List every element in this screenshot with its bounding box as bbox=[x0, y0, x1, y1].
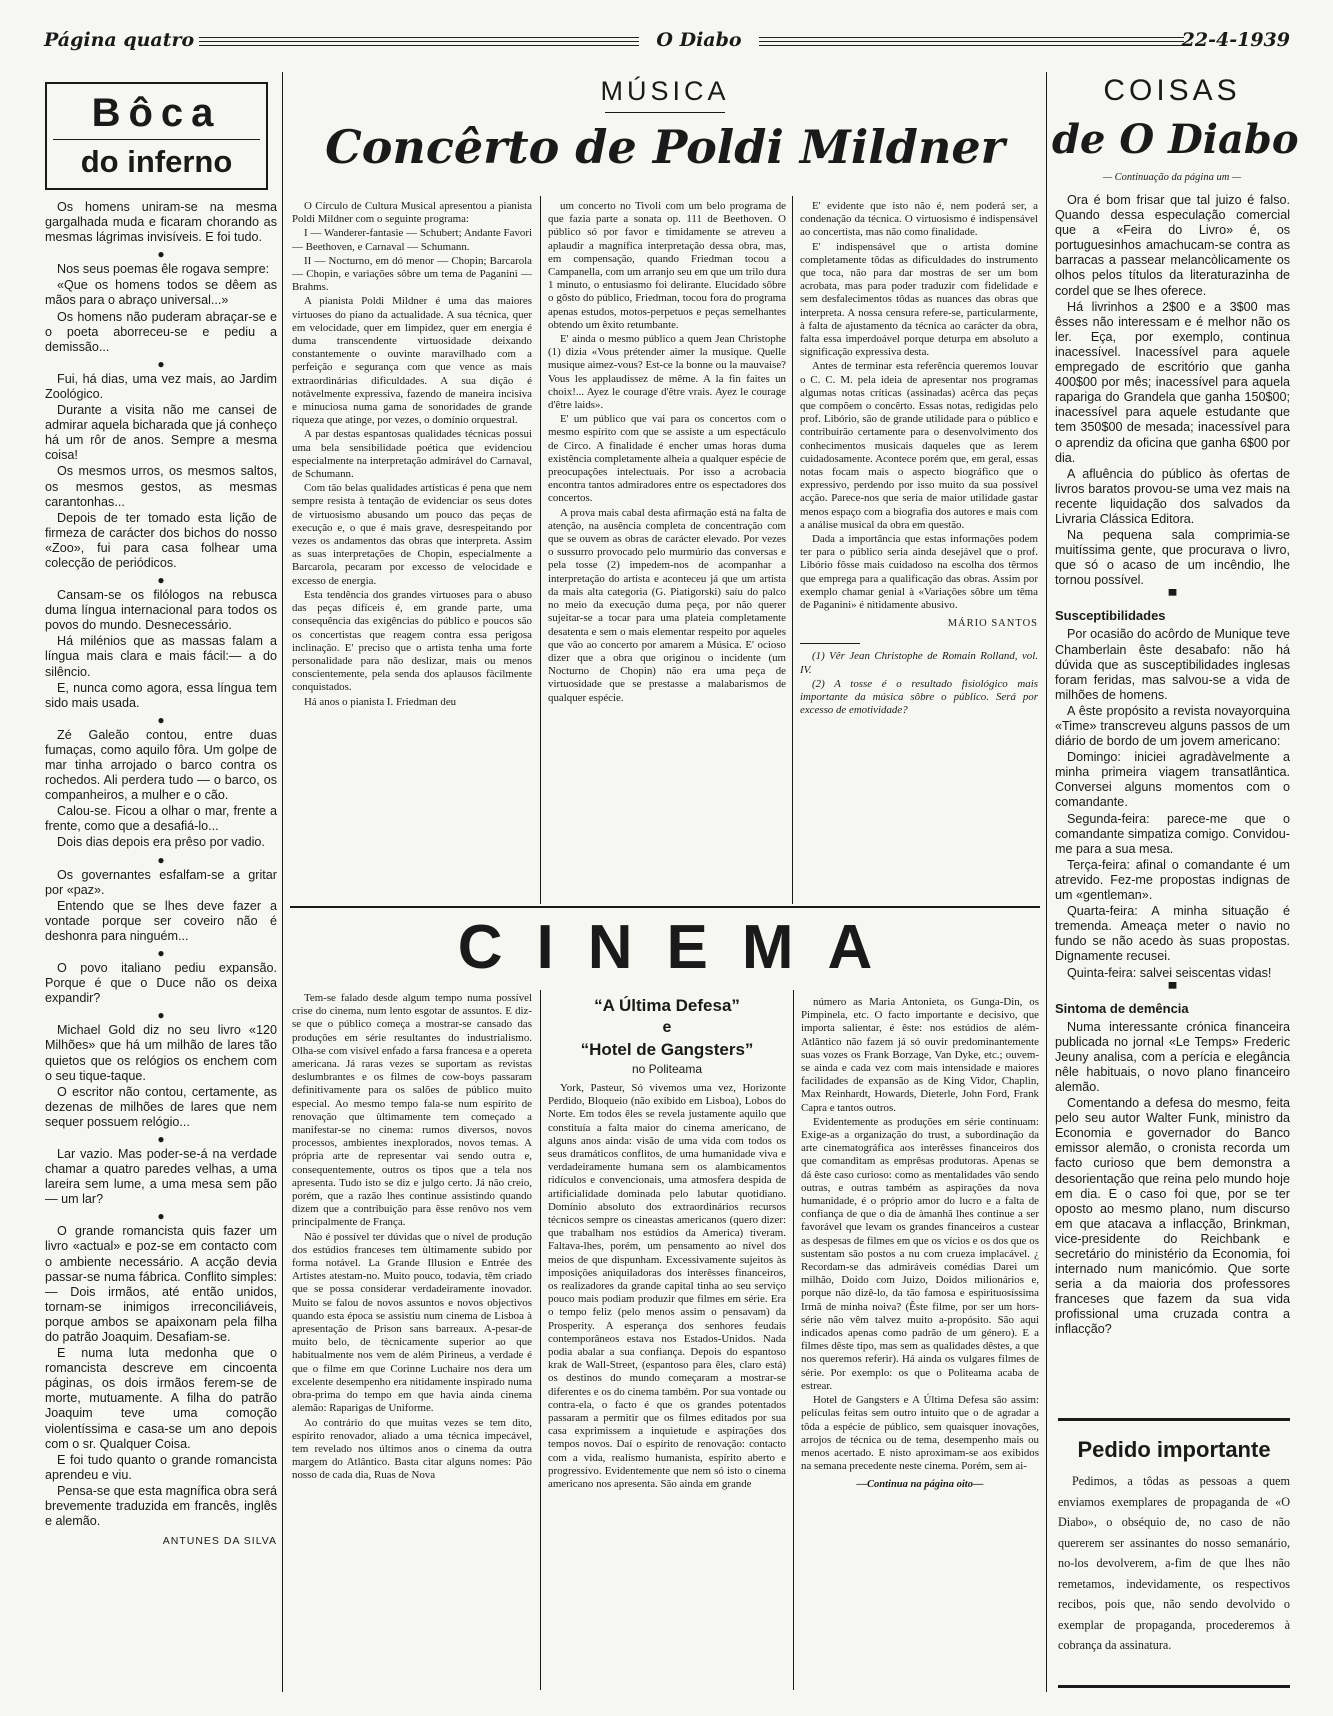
boca-paragraph: E numa luta medonha que o romancista descreve em cincoenta páginas, os dois irmãos ferem-se de morte, mutuamente. A filha do patrão Joaquim teve uma comoção violentíssima e casa-se um ano depois com o sr. Qualquer Coisa. bbox=[45, 1346, 277, 1451]
boca-title-divider bbox=[53, 139, 260, 140]
musica-paragraph: Dada a importância que estas informações podem ter para o público seria ainda desejável que o prof. Libório fôsse mais cuidadoso na escolha dos têrmos que emprega para a qualificação das obras. Assim por exemplo chamar genial à «Variações sôbre um têma de Paganini» é nìtidamente abusivo. bbox=[800, 533, 1038, 612]
musica-kicker-rule bbox=[605, 112, 725, 113]
pedido-title: Pedido importante bbox=[1077, 1437, 1271, 1462]
coisas-continuation: — Continuação da página um — bbox=[1102, 172, 1242, 183]
cinema-col-1-body bbox=[292, 992, 532, 1483]
cinema-paragraph: Ao contrário do que muitas vezes se tem dito, espírito renovador, aliado a uma técnica impecável, tem revelado nos últimos anos o cinema da outra margem do Atlântico. Basta citar alguns nomes: Pão nosso de cada dia, Ruas de Nova bbox=[292, 1416, 532, 1482]
boca-body bbox=[45, 200, 277, 1529]
susceptibilidades-paragraph: Quinta-feira: salvei seiscentas vidas! bbox=[1067, 965, 1272, 980]
boca-paragraph: Cansam-se os filólogos na rebusca duma língua internacional para todos os povos do mundo. Desnecessário. bbox=[45, 588, 277, 633]
pedido-box bbox=[1058, 1418, 1290, 1688]
coisas-arrow-mark-2: ▀ bbox=[1168, 982, 1177, 995]
sintoma-head: Sintoma de demência bbox=[1055, 1000, 1189, 1016]
musica-paragraph: O Círculo de Cultura Musical apresentou a pianista Poldi Mildner com o seguinte programa: bbox=[292, 200, 532, 226]
susceptibilidades-paragraph: Segunda-feira: parece-me que o comandante simpatiza comigo. Convidou-me para a sua mesa. bbox=[1055, 811, 1290, 856]
cinema-col-2-body bbox=[548, 1082, 786, 1491]
musica-notes-rule bbox=[800, 643, 860, 644]
rule-v-3 bbox=[540, 196, 541, 904]
musica-col-3-body bbox=[800, 200, 1038, 612]
susceptibilidades-paragraph: Domingo: iniciei agradàvelmente a minha primeira viagem transatlântica. Conversei alguns momentos com o comandante. bbox=[1055, 750, 1290, 810]
coisas-paragraph: Na pequena sala comprimia-se muitíssima gente, que procurava o livro, que só o acaso de um incêndio, lhe tornou possível. bbox=[1055, 528, 1290, 588]
boca-paragraph: Os mesmos urros, os mesmos saltos, os mesmos gestos, as mesmas carantonhas... bbox=[45, 464, 277, 509]
musica-paragraph: II — Nocturno, em dó menor — Chopin; Barcarola — Chopin, e variações sôbre um tema de Paganini — Brahms. bbox=[292, 254, 532, 294]
musica-kicker: MÚSICA bbox=[600, 76, 730, 106]
musica-paragraph: Com tão belas qualidades artísticas é pena que nem sempre resista à tentação de evidenciar os seus dotes de virtuosismo abusando um pouco das peças de execução e, o que é mais grave, desrespeitando por vezes os andamentos das obras que interpreta. Assim as suas interpretações de Chopin, especialmente a Barcarola, pecaram por excesso de velocidade e excesso de energia. bbox=[292, 482, 532, 587]
cinema-paragraph: número as Maria Antonieta, os Gunga-Din, os Pimpinela, etc. O facto importante e decisivo, que importa salientar, é êste: nos estúdios de além-Atlântico não fazem já só ouvir predominantemente suas vozes os Frank Borzage, Van Dyke, etc.; ouvem-se ainda e cada vez com mais intensidade e maiores facilidades de expansão as de King Vidor, Chaplin, Max Reinhardt, Howards, Dieterle, John Ford, Frank Capra e tantos outros. bbox=[801, 996, 1039, 1114]
boca-signature: ANTUNES DA SILVA bbox=[162, 1535, 277, 1548]
issue-date: 22-4-1939 bbox=[1181, 29, 1290, 51]
rule-v-2 bbox=[1046, 72, 1047, 1692]
musica-footnotes bbox=[800, 650, 1038, 717]
musica-paragraph: Esta tendência dos grandes virtuoses para o abuso das peças difíceis é, em grande parte, uma consequência das exigências do público e poucos são os concertistas que reagem contra essa perigosa inclinação. E' preciso que o artista tenha uma forte personalidade para não deslizar, mais ou menos conscientemente, pela senda dos aplausos fàcilmente conquistados. bbox=[292, 588, 532, 694]
susceptibilidades-paragraph: Quarta-feira: A minha situação é tremenda. Ameaça meter o navio no fundo se não acedo às suas propostas. Dignamente recusei. bbox=[1055, 904, 1290, 964]
musica-col-1 bbox=[292, 200, 532, 900]
cinema-col-3-body bbox=[801, 996, 1039, 1473]
header-rule-left bbox=[199, 37, 639, 46]
boca-title-line1: Bôca bbox=[91, 91, 222, 135]
susceptibilidades-body bbox=[1055, 627, 1290, 980]
boca-paragraph: Durante a visita não me cansei de admirar aquela bicharada que já conheço há um rôr de anos. Sempre a mesma coisa! bbox=[45, 403, 277, 463]
musica-paragraph: E' um público que vai para os concertos com o mesmo espírito com que se assiste a um espectáculo de Circo. A finalidade é encher umas horas duma existência completamente alheia a qualquer espécie de preocupações intelectuais. Por isso a acrobacia encontra tantos admiradores entre os espectadores dos concertos. bbox=[548, 413, 786, 505]
separator-bullet: ● bbox=[157, 1008, 165, 1023]
separator-bullet: ● bbox=[157, 1131, 165, 1146]
boca-paragraph: Entendo que se lhes deve fazer a vontade porque ser coveiro não é deshonra para ninguém... bbox=[45, 898, 277, 943]
boca-paragraph: Fui, há dias, uma vez mais, ao Jardim Zoológico. bbox=[45, 371, 277, 401]
sintoma-body bbox=[1055, 1020, 1290, 1338]
boca-paragraph: «Que os homens todos se dêem as mãos para o abraço universal...» bbox=[45, 278, 277, 308]
boca-paragraph: Os homens uniram-se na mesma gargalhada muda e ficaram chorando as mesmas lágrimas invisíveis. E foi tudo. bbox=[45, 200, 277, 245]
pedido-text: Pedimos, a tôdas as pessoas a quem enviamos exemplares de propaganda de «O Diabo», o obséquio de, no caso de não quererem ser assinantes do nosso semanário, no-los devolverem, a-fim de que lhes não remetamos, indevidamente, os respectivos recibos, pois que, não sendo devolvido o exemplar de propaganda, procederemos à cobrança da assinatura. bbox=[1058, 1474, 1290, 1652]
musica-paragraph: A par destas espantosas qualidades técnicas possui uma bela sensibilidade poética que evidenciou especialmente na interpretação admirável do Carnaval, de Schumann. bbox=[292, 428, 532, 481]
cinema-paragraph: York, Pasteur, Só vivemos uma vez, Horizonte Perdido, Bloqueio (não exibido em Lisboa), Lobos do Norte. Em todos êles se revela justamente aquilo que constituía a falta maior do cinema americano, de alguns anos ainda: visão de uma vida com todos os seus dramáticos conflitos, de uma humanidade viva e verdadeiramente humana sem os alambicamentos ridículos e convencionais, uma atmosfera despida de artificialidade dominada pelo labutar quotidiano. Domínio absoluto dos extraordinários recursos técnicos sempre os cineastas americanos (quero dizer: que trabalham nos estúdios da America) tiveram. Faltava-lhes, porém, um pensamento ao nível dos meios de que dispunham. Excessivamente sujeitos às imposições aniquiladoras dos interêsses financeiros, os realizadores da grande capital tinha ao seu serviço pouco mais podiam produzir que filmes em série. Era o tempo feliz (pelo menos assim o pensavam) da Prosperity. A esperança dos senhores feudais contemporâneos estava nos Estados-Unidos. Nada podia abalar a sua confiança. Depois do espantoso krak de Wall-Street, (espantoso para êles, claro está) os destinos do mundo começaram a mostrar-se diferentes e os do cinema também. Por sua vontade ou contra-ela, o facto é que os grandes potentados passaram a permitir que os filmes editados por sua casa exprimissem a inquietude e aspirações dos tempos novos. Daí o espírito de renovação: contacto com a vida, realismo humanista, espírito aberto e progressivo. Evidentemente que nem só isto o cinema americano nos apresenta. São ainda em grande bbox=[548, 1082, 786, 1491]
musica-paragraph: Há anos o pianista I. Friedman deu bbox=[304, 695, 457, 708]
sintoma-paragraph: Comentando a defesa do mesmo, feita pelo seu autor Walter Funk, ministro da Economia e governador do Banco emissor alemão, o cronista recorda um facto curioso que bem demonstra a desorientação que reina pelo mundo hoje em dia. E o caso foi que, por se ter oposto ao mesmo plano, num discurso em que atacava a inflacção, Brinkman, vice-presidente do Reichbank e secretário do ministério da Economia, foi internado num manicómio. Que sorte seria a da maioria dos professores franceses que fazem da sua vida profissional uma cruzada contra a inflacção? bbox=[1055, 1096, 1290, 1337]
separator-bullet: ● bbox=[157, 712, 165, 727]
boca-paragraph: Lar vazio. Mas poder-se-á na verdade chamar a quatro paredes velhas, a uma lareira sem lume, a uma mesa sem pão — um lar? bbox=[45, 1146, 277, 1207]
boca-paragraph: Há milénios que as massas falam a língua mais clara e mais fácil:— a do silêncio. bbox=[45, 634, 277, 679]
page-header bbox=[44, 29, 1290, 51]
coisas-kicker: COISAS bbox=[1103, 74, 1241, 107]
boca-paragraph: E foi tudo quanto o grande romancista aprendeu e viu. bbox=[45, 1452, 277, 1482]
boca-paragraph: Calou-se. Ficou a olhar o mar, frente a frente, como que a desafiá-lo... bbox=[45, 804, 277, 834]
separator-bullet: ● bbox=[157, 573, 165, 588]
boca-paragraph: Pensa-se que esta magnífica obra será brevemente traduzida em francês, inglês e alemão. bbox=[45, 1483, 277, 1529]
boca-paragraph: Dois dias depois era prêso por vadio. bbox=[57, 835, 265, 850]
boca-column bbox=[45, 200, 277, 1680]
separator-bullet: ● bbox=[157, 247, 165, 262]
boca-paragraph: Zé Galeão contou, entre duas fumaças, como aquilo fôra. Um golpe de mar tinha arrojado o barco contra os rochedos. Ali perdera tudo — o barco, os companheiros, a mulher e o cão. bbox=[45, 727, 277, 803]
page-number: Página quatro bbox=[44, 29, 195, 51]
cinema-continued: —Continua na página oito— bbox=[856, 1479, 984, 1491]
susceptibilidades-paragraph: A êste propósito a revista novayorquina «Time» transcreveu alguns passos de um diário de bordo de um jovem americano: bbox=[1055, 703, 1290, 749]
musica-paragraph: um concerto no Tivoli com um belo programa de que fazia parte a sonata op. 111 de Beethoven. O público só por favor e timidamente se atreveu a aplaudir a magnífica interpretação dessa obra, mas, em compensação, quando Friedman tocou a Campanella, com um arranjo seu em que um trilo dura 1 minuto, o entusiasmo foi delirante. Elucidado sôbre o gôsto do público, Friedman, tocou fora do programa apenas estudos, motos-perpetuos e peças semelhantes obtendo um êxito retumbante. bbox=[548, 200, 786, 331]
coisas-column bbox=[1055, 193, 1290, 1403]
boca-title-box bbox=[45, 82, 268, 190]
musica-title: Concêrto de Poldi Mildner bbox=[325, 120, 1005, 174]
cinema-paragraph: Não é possível ter dúvidas que o nível de produção dos estúdios franceses tem ùltimamente subido por forma notável. La Grande Illusion e Entrée des Artistes atestam-no. Muito pouco, todavia, têm criado que se possa considerar verdadeiramente inovador. Muito se falou de novos assuntos e novos objectivos quando esta época se assistiu num cinema de Lisboa à apresentação de Prison sans barreaux. A-pesar-de muito belo, de tècnicamente superior ao que habitualmente nos vem de além Pirineus, a verdade é que o filme em que Corinne Luchaire nos dera um excelente desempenho era nitidamente inspirado numa obra-prima do tempo em que havia ainda cinema alemão: Raparigas de Uniforme. bbox=[292, 1230, 532, 1415]
musica-paragraph: Antes de terminar esta referência queremos louvar o C. C. M. pela ideia de apresentar nos programas algumas notas críticas (assinadas) acêrca das peças que compõem o concêrto. Essas notas, redigidas pelo prof. Libório, são de grande utilidade para o público e contribuirão certamente para o desenvolvimento dos conhecimentos musicais daqueles que as lerem cuidadosamente. Acontece porém que, em geral, essas notas focam mais o aspecto biográfico que o expressivo, perdendo por isso muito da sua possível acção. Parece-nos que seria de maior utilidade gastar menos espaço com a biografia dos autores e mais com a análise musical da obra em questão. bbox=[800, 360, 1038, 531]
musica-col-1-body bbox=[292, 200, 532, 709]
cinema-top-rule bbox=[290, 906, 1040, 908]
rule-v-4 bbox=[792, 196, 793, 904]
coisas-paragraph: Há livrinhos a 2$00 e a 3$00 mas êsses não interessam e é melhor não os ler. Eça, por exemplo, continua inacessível. Inacessível para aquele empregado de escritório que ganha 400$00 por mês; inacessível para aquela rapariga do Grandela que ganha 150$00; inacessível para aquele estudante que tem 350$00 de mesada; inacessível para o aprendiz da oficina que ganha 6$00 por dia. bbox=[1055, 299, 1290, 465]
rule-v-1 bbox=[282, 72, 283, 1692]
boca-paragraph: Michael Gold diz no seu livro «120 Milhões» que há um milhão de lares tão quietos que os relógios os enchem com o seu tique-taque. bbox=[45, 1023, 277, 1083]
separator-bullet: ● bbox=[157, 356, 165, 371]
cinema-title: CINEMA bbox=[457, 913, 907, 982]
cinema-paragraph: Tem-se falado desde algum tempo numa possível crise do cinema, num lento esgotar de assuntos. E diz-se que o público começa a mostrar-se cansado das produções em série resultantes do industrialismo. Olha-se com visível enfado a farsa francesa e a opereta americana. Já raras vezes se suportam as revistas deslumbrantes e os filmes de cow-boys passaram definitivamente para os salões de público muito especial. Ao mesmo tempo fala-se num espírito de renovação que ùltimamente tem começado a manifestar-se no cinema: rumos diversos, novos processos, ambientes inexplorados, novos temas. A própria arte de representar vai sendo outra e, consequentemente, outros os tipos que a tela nos apresenta. Tudo isto se diz e julgo certo. Já não creio, porém, que a razão lhes continue assistindo quando dizem que a contribuição para êsse renôvo nos vem principalmente de França. bbox=[292, 992, 532, 1229]
separator-bullet: ● bbox=[157, 1209, 165, 1224]
musica-paragraph: E' evidente que isto não é, nem poderá ser, a condenação da técnica. O virtuosismo é indispensável ao concertista, mas não como finalidade. bbox=[800, 200, 1038, 239]
musica-col-2 bbox=[548, 200, 786, 900]
cinema-col-2 bbox=[548, 996, 786, 1692]
cinema-col-1 bbox=[292, 992, 532, 1692]
boca-paragraph: O grande romancista quis fazer um livro «actual» e poz-se em contacto com o ambiente necessário. A acção devia passar-se numa fábrica. Conflito simples:— Dois irmãos, até então unidos, tornam-se inimigos irreconciliáveis, porque ambos se apaixonam pela filha do patrão Joaquim. Desafiam-se. bbox=[45, 1224, 277, 1344]
boca-paragraph: Os governantes esfalfam-se a gritar por «paz». bbox=[45, 867, 277, 897]
coisas-paragraph: A afluência do público às ofertas de livros baratos provou-se uma vez mais na recente liquidação dos salvados da Livraria Clássica Editora. bbox=[1055, 466, 1290, 526]
boca-paragraph: Nos seus poemas êle rogava sempre: bbox=[57, 262, 270, 277]
boca-paragraph: O povo italiano pediu expansão. Porque é que o Duce não os deixa expandir? bbox=[45, 961, 277, 1006]
cinema-film-title-1: “A Última Defesa” bbox=[594, 996, 740, 1015]
musica-col-3 bbox=[800, 200, 1038, 900]
musica-paragraph: A pianista Poldi Mildner é uma das maiores virtuoses do piano da actualidade. A sua técnica, quer em velocidade, quer em limpidez, quer em energia é duma transcendente virtuosidade deixando constantemente o ouvinte maravilhado com a perfeição e segurança com que vence as mais extraordinárias dificuldades. A sua dição é notàvelmente expressiva, fazendo de maneira incisiva e minuciosa numa gama de sonoridades de grande riqueza que atinge, por vezes, o domínio orquestral. bbox=[292, 295, 532, 427]
boca-paragraph: E, nunca como agora, essa língua tem sido mais usada. bbox=[45, 680, 277, 710]
cinema-film-title-and: e bbox=[662, 1019, 672, 1036]
coisas-arrow-mark: ▀ bbox=[1168, 590, 1177, 603]
boca-paragraph: Depois de ter tomado esta lição de firmeza de carácter dos bichos do nosso «Zoo», fui para casa folhear uma colecção de periódicos. bbox=[45, 510, 277, 570]
susceptibilidades-paragraph: Terça-feira: afinal o comandante é um atrevido. Fez-me propostas indignas de um «gentleman». bbox=[1055, 857, 1290, 903]
separator-bullet: ● bbox=[157, 852, 165, 867]
cinema-film-title-2: “Hotel de Gangsters” bbox=[580, 1040, 754, 1059]
susceptibilidades-paragraph: Por ocasião do acôrdo de Munique teve Chamberlain êste desabafo: não há dúvida que as susceptibilidades inglesas foram feridas, mas salvou-se a vida de milhões de homens. bbox=[1055, 627, 1290, 702]
coisas-paragraph: Ora é bom frisar que tal juizo é falso. Quando dessa especulação comercial que a «Feira do Livro» é, os portuguesinhos amachucam-se contra as barracas a passear melancòlicamente os olhos pelos títulos da literaturazinha de cordel que se lhes oferece. bbox=[1055, 193, 1290, 298]
cinema-paragraph: Hotel de Gangsters e A Última Defesa são assim: películas feitas sem outro intuito que o de agradar a tôda a espécie de público, sem quaisquer inovações, arrojos de técnica ou de tema, desempenho mais ou menos acertado. E nisto aproximam-se aos exibidos na semana precedente neste cinema. Porém, sem ai- bbox=[801, 1394, 1039, 1473]
musica-paragraph: E' ainda o mesmo público a quem Jean Christophe (1) dizia «Vous prétender aimer la musique. Quelle musique aimez-vous? Est-ce la bonne ou la mauvaise? Vous les applaudissez de même. A la fin faites un choix!... Ayez le courage d'être vrais. Ayez le courage d'être laids». bbox=[548, 333, 786, 412]
musica-signature: MÁRIO SANTOS bbox=[947, 618, 1038, 630]
boca-title-line2: do inferno bbox=[80, 144, 233, 179]
boca-paragraph: O escritor não contou, certamente, as dezenas de milhões de lares que nem sequer possuem relógio... bbox=[45, 1084, 277, 1129]
cinema-paragraph: Evidentemente as produções em série continuam: Exige-as a organização do trust, a subordinação da arte cinematográfica aos interêsses financeiros dos que comanditam as emprêsas produtoras. Apenas se dá êste caso curioso: como as mentalidades vão sendo outras, e outras também as aspirações da nova humanidade, é o próprio amor do lucro e a falta de confiança de que o dia de àmanhã lhes continue a ser favorável que levam os grandes financeiros a custear as despesas de filmes em que os vícios e os dos que os sustentam são postos a nu com crueza implacável. ¿ Recordam-se das admiráveis comédias Darei um milhão, Doido com Juizo, Doidos milionários e, porque não dizê-lo, da tão famosa e espirituosíssima Irmã de minha noiva? (Êste filme, por ser um hors-série não vêm talvez muito a-propósito. São aqui indicados apenas como padrão de um género). E a filmes dêste tipo, mas sem as qualidades dêstes, a que nos queremos referir). Há ainda os vulgares filmes de série. Por exemplo: os que o Politeama acaba de estrear. bbox=[801, 1115, 1039, 1392]
masthead-title: O Diabo bbox=[656, 29, 742, 51]
susceptibilidades-head: Susceptibilidades bbox=[1055, 608, 1166, 624]
coisas-body bbox=[1055, 193, 1290, 588]
musica-col-2-body bbox=[548, 200, 786, 705]
musica-footnote: (2) A tosse é o resultado fisiológico mais importante da música sôbre o público. Será por excesso de emotividade? bbox=[800, 677, 1038, 717]
musica-paragraph: A prova mais cabal desta afirmação está na falta de atenção, na ausência completa de concentração com que se ouvem as obras de carácter elevado. Por vezes o sussurro provocado pelo murmúrio das conversas e pela tosse (2) impedem-nos de acompanhar a interpretação do artista e aconteceu já que um artista da mais alta categoria (G. Piatigorski) saíu do palco no meio da execução duma peça, por não querer sujeitar-se a tocar para uma plateia completamente desatenta e sem o mais elementar respeito por aqueles que vão ao concerto por amarem a Música. E' ocioso dizer que a obra que originou o incidente (um Nocturno de Chopin) não era uma peça de virtuosidade que se prestasse a malabarismos de qualquer espécie. bbox=[548, 506, 786, 704]
musica-paragraph: E' indispensável que o artista domine completamente tôdas as dificuldades do instrumento que toca, não para dar mostras de ser um bom acrobata, mas para poder traduzir com fidelidade e sem desfalecimentos tôdas as nuances das obras que interpreta. A nossa censura refere-se, particularmente, à falta de ajustamento da técnica ao carácter da obra, falta essa imperdoável porque deturpa em absoluto a significação expressiva desta. bbox=[800, 240, 1038, 359]
musica-footnote: (1) Vêr Jean Christophe de Romain Rolland, vol. IV. bbox=[800, 650, 1038, 676]
cinema-col-3 bbox=[801, 996, 1039, 1692]
rule-v-5 bbox=[540, 990, 541, 1690]
separator-bullet: ● bbox=[157, 946, 165, 961]
rule-v-6 bbox=[793, 990, 794, 1690]
musica-paragraph: I — Wanderer-fantasie — Schubert; Andante Favori — Beethoven, e Carnaval — Schumann. bbox=[292, 227, 532, 253]
sintoma-paragraph: Numa interessante crónica financeira publicada no jornal «Le Temps» Frederic Jeuny analisa, com a perícia e elegância nêle habituais, o novo plano financeiro alemão. bbox=[1055, 1019, 1290, 1094]
coisas-title: de O Diabo bbox=[1052, 116, 1299, 163]
cinema-venue: no Politeama bbox=[631, 1062, 703, 1076]
header-rule-right bbox=[759, 37, 1184, 46]
boca-paragraph: Os homens não puderam abraçar-se e o poeta aborreceu-se e pediu a demissão... bbox=[45, 309, 277, 354]
